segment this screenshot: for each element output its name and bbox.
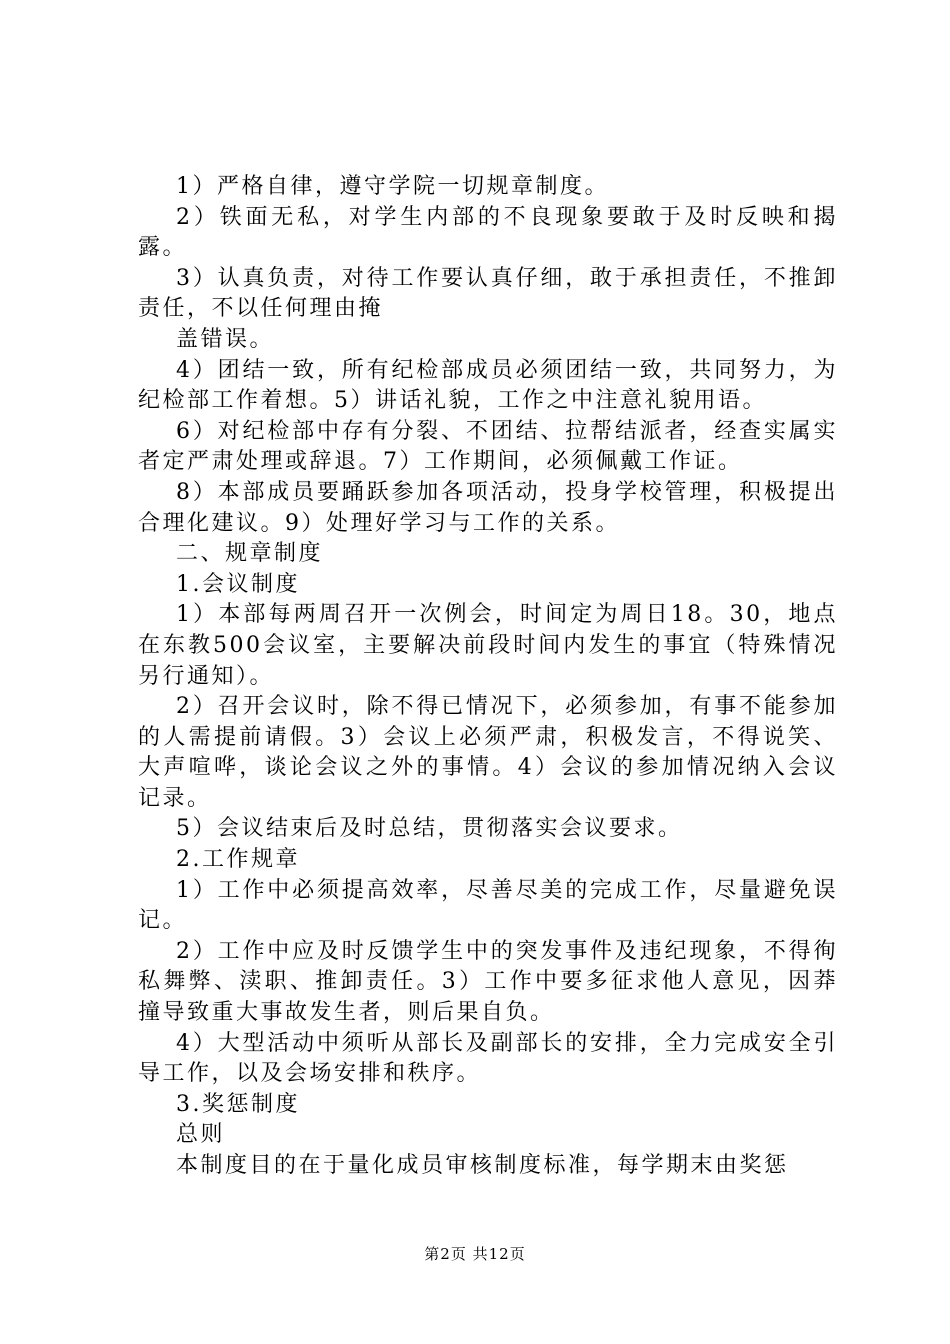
paragraph: 1）严格自律，遵守学院一切规章制度。 <box>176 174 609 199</box>
document-body <box>138 172 838 1182</box>
paragraph: 1）本部每两周召开一次例会，时间定为周日18。30，地点在东教500会议室，主要解决前段时间内发生的事宜（特殊情况另行通知）。 <box>138 602 838 689</box>
page-number-footer: 第2页 共12页 <box>424 1245 526 1263</box>
subsection-heading: 2.工作规章 <box>176 847 300 873</box>
paragraph: 4）团结一致，所有纪检部成员必须团结一致，共同努力，为纪检部工作着想。5）讲话礼貌，工作之中注意礼貌用语。 <box>138 357 838 414</box>
section-heading: 二、规章制度 <box>176 541 324 567</box>
paragraph: 8）本部成员要踊跃参加各项活动，投身学校管理，积极提出合理化建议。9）处理好学习与工作的关系。 <box>138 479 838 536</box>
paragraph: 4）大型活动中须听从部长及副部长的安排，全力完成安全引导工作，以及会场安排和秩序。 <box>138 1030 838 1087</box>
paragraph: 6）对纪检部中存有分裂、不团结、拉帮结派者，经查实属实者定严肃处理或辞退。7）工作期间，必须佩戴工作证。 <box>138 418 838 475</box>
paragraph: 2）工作中应及时反馈学生中的突发事件及违纪现象，不得徇私舞弊、渎职、推卸责任。3）工作中要多征求他人意见，因莽撞导致重大事故发生者，则后果自负。 <box>138 938 838 1026</box>
paragraph: 2）铁面无私，对学生内部的不良现象要敢于及时反映和揭露。 <box>138 204 838 261</box>
paragraph: 1）工作中必须提高效率，尽善尽美的完成工作，尽量避免误记。 <box>138 877 838 934</box>
subsection-heading: 3.奖惩制度 <box>176 1091 300 1117</box>
paragraph: 本制度目的在于量化成员审核制度标准，每学期末由奖惩 <box>176 1153 789 1178</box>
subsection-heading: 总则 <box>176 1122 226 1148</box>
subsection-heading: 1.会议制度 <box>176 571 300 597</box>
paragraph: 盖错误。 <box>176 326 275 352</box>
paragraph: 3）认真负责，对待工作要认真仔细，敢于承担责任，不推卸责任，不以任何理由掩 <box>138 265 838 322</box>
paragraph: 5）会议结束后及时总结，贯彻落实会议要求。 <box>176 816 683 842</box>
paragraph: 2）召开会议时，除不得已情况下，必须参加，有事不能参加的人需提前请假。3）会议上必须严肃，积极发言，不得说笑、大声喧哗，谈论会议之外的事情。4）会议的参加情况纳入会议记录。 <box>138 694 838 811</box>
